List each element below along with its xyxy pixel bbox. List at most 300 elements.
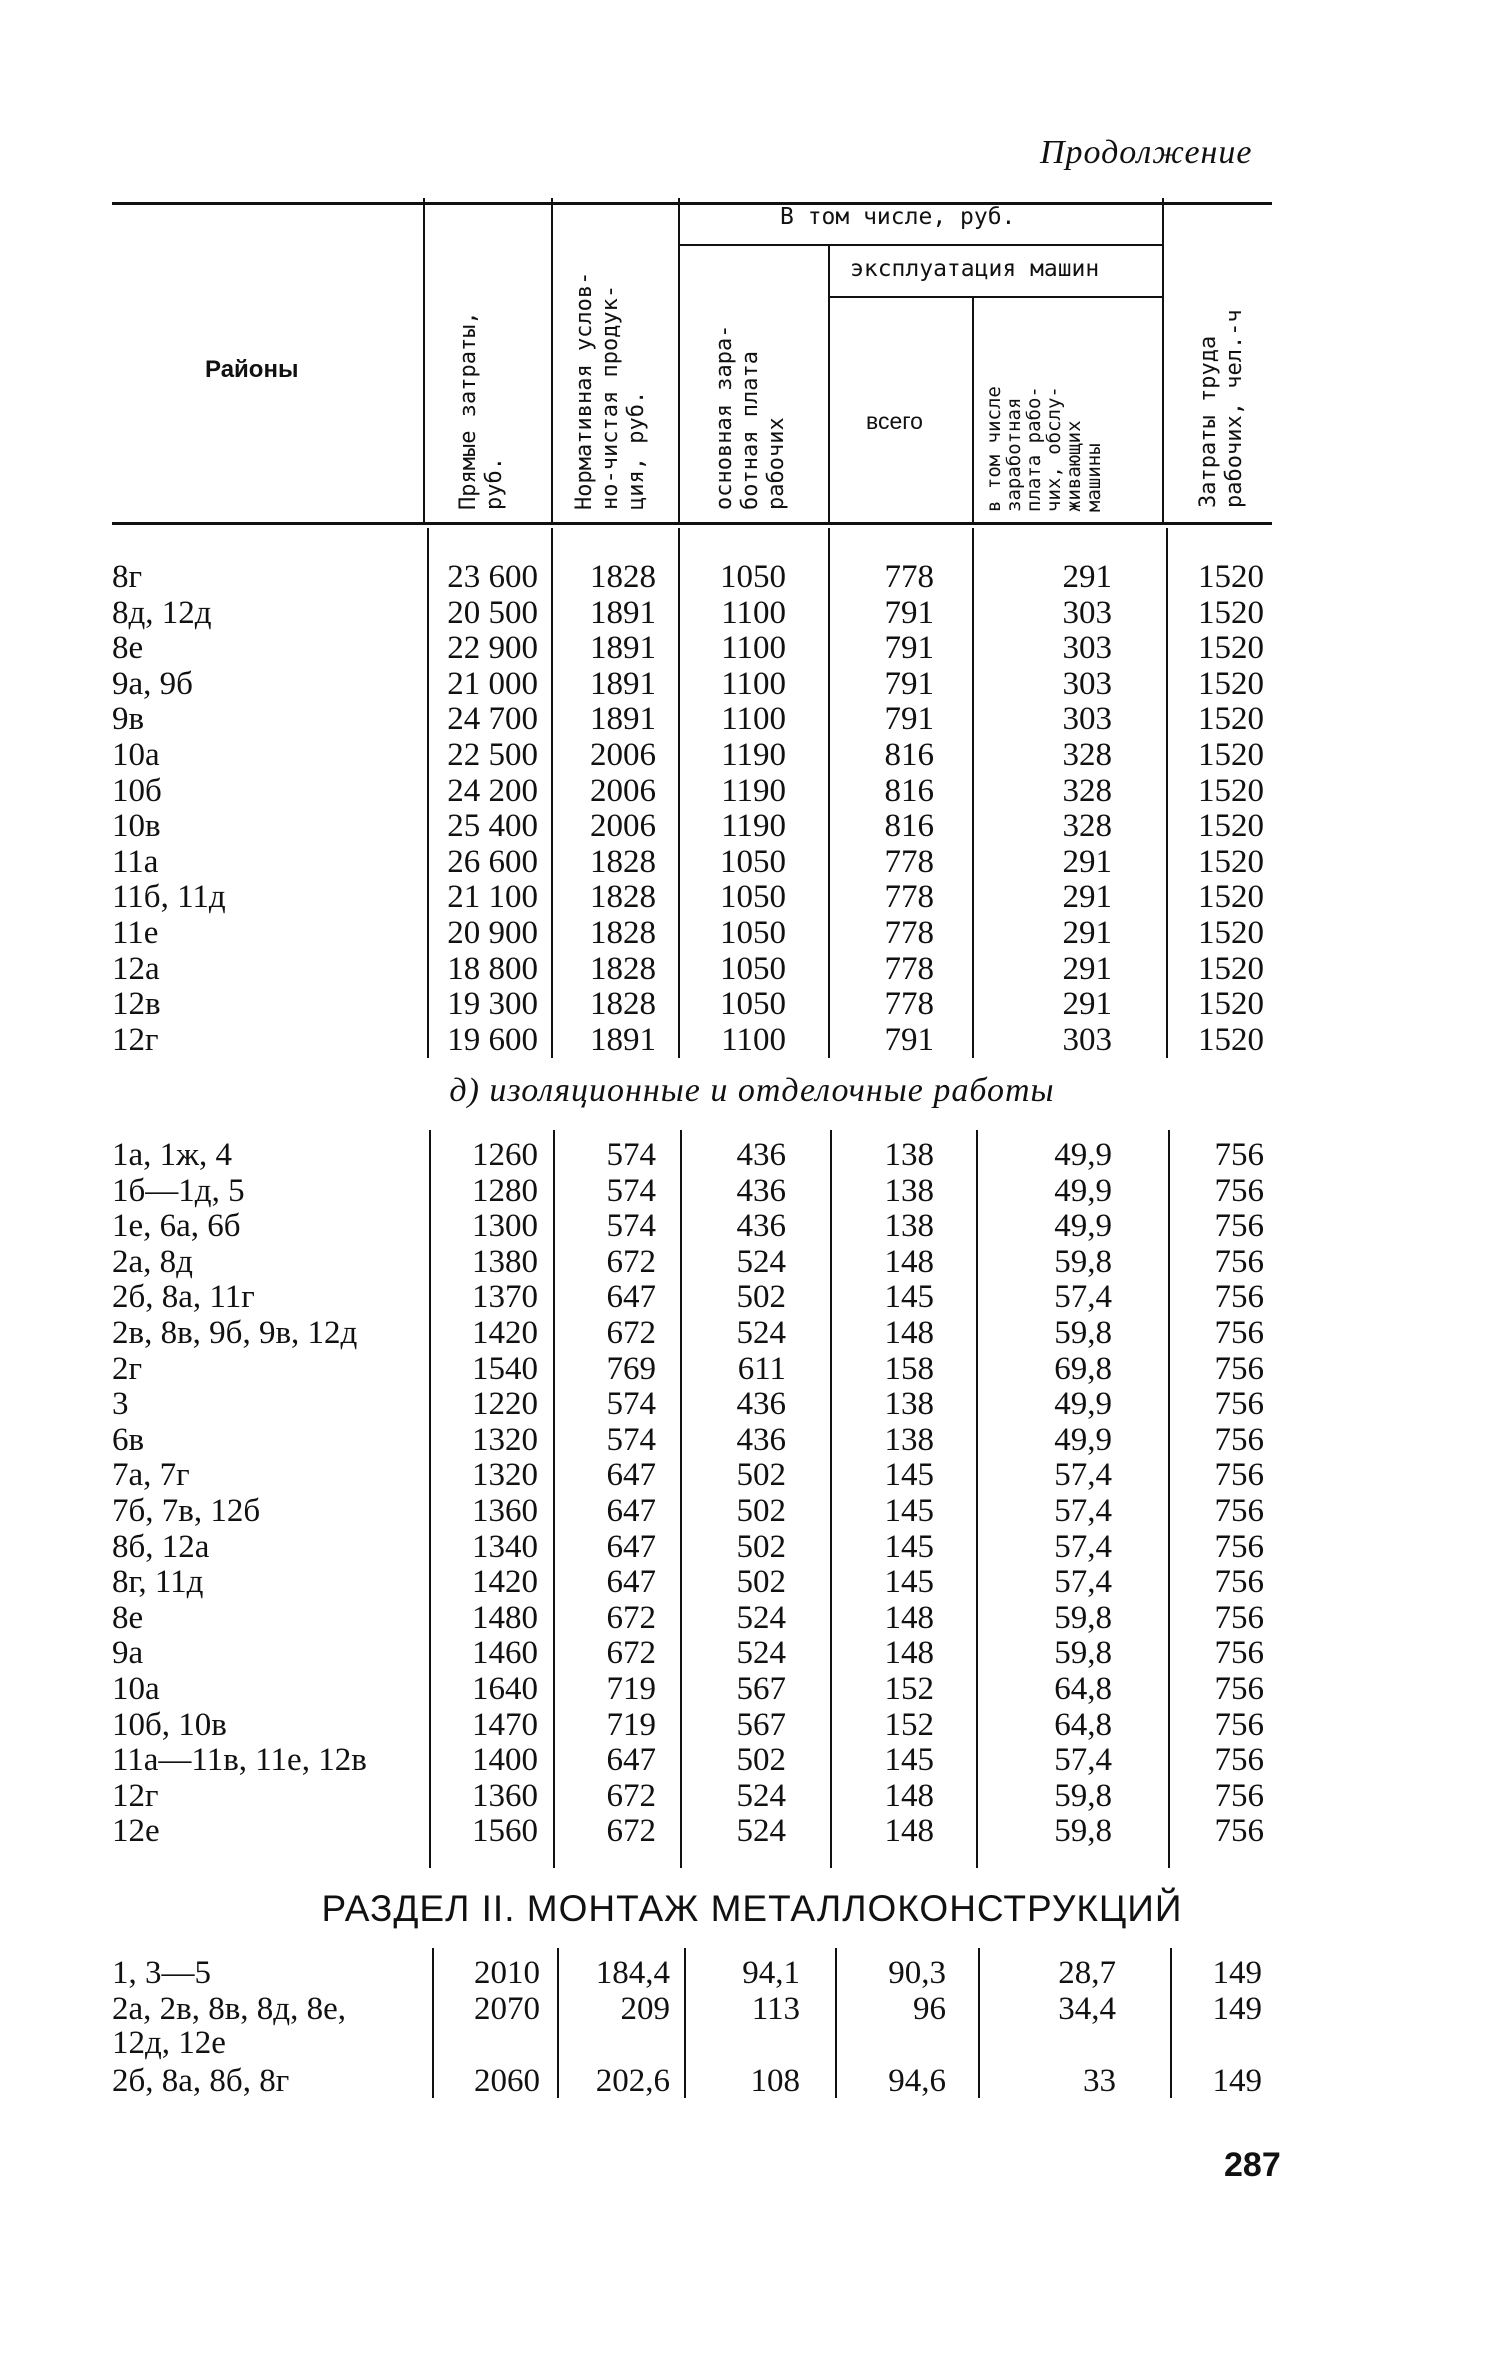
- region-cell: 2а, 2в, 8в, 8д, 8е,: [112, 1991, 346, 2027]
- mwage-cell: 57,4: [1054, 1493, 1112, 1529]
- direct-cell: 1640: [472, 1671, 538, 1707]
- total-cell: 145: [884, 1742, 934, 1779]
- direct-cell: 1420: [472, 1315, 538, 1351]
- direct-cell: 1560: [472, 1813, 538, 1850]
- labor-cell: 756: [1214, 1564, 1264, 1601]
- wage-cell: 436: [736, 1137, 786, 1173]
- norm-cell: 184,4: [595, 1955, 670, 1991]
- table-row: [0, 1743, 1504, 1779]
- region-cell: 8д, 12д: [112, 594, 212, 631]
- table-row: [0, 1494, 1504, 1530]
- norm-cell: 1891: [590, 701, 656, 738]
- mwage-cell: 57,4: [1054, 1564, 1112, 1601]
- labor-cell: 756: [1214, 1315, 1264, 1351]
- mwage-cell: 57,4: [1054, 1457, 1112, 1494]
- norm-cell: 1891: [590, 594, 656, 631]
- table-row: [0, 1565, 1504, 1601]
- wage-cell: 502: [736, 1742, 786, 1779]
- wage-cell: 524: [736, 1315, 786, 1351]
- table-row: [0, 845, 1504, 881]
- table-row: [0, 952, 1504, 988]
- wage-cell: 1100: [721, 665, 786, 702]
- norm-cell: 1891: [590, 630, 656, 667]
- header-region: Районы: [205, 356, 299, 383]
- wage-cell: 502: [736, 1564, 786, 1601]
- direct-cell: 24 700: [447, 701, 538, 738]
- wage-cell: 1050: [720, 986, 786, 1023]
- total-cell: 778: [884, 843, 934, 880]
- labor-cell: 756: [1214, 1493, 1264, 1529]
- total-cell: 90,3: [888, 1955, 946, 1991]
- mwage-cell: 328: [1062, 737, 1112, 773]
- direct-cell: 1260: [472, 1137, 538, 1173]
- direct-cell: 22 500: [447, 737, 538, 773]
- direct-cell: 1220: [472, 1386, 538, 1423]
- region-cell: 2в, 8в, 9б, 9в, 12д: [112, 1315, 358, 1351]
- region-cell-continued: 12д, 12е: [112, 2025, 226, 2061]
- norm-cell: 2006: [590, 772, 656, 809]
- total-cell: 94,6: [888, 2063, 946, 2099]
- region-cell: 9а, 9б: [112, 665, 193, 702]
- region-cell: 1, 3—5: [112, 1955, 211, 1991]
- wage-cell: 1190: [721, 737, 786, 773]
- wage-cell: 1190: [721, 772, 786, 809]
- region-cell: 10в: [112, 808, 161, 845]
- mwage-cell: 57,4: [1054, 1742, 1112, 1779]
- norm-cell: 647: [606, 1564, 656, 1601]
- wage-cell: 502: [736, 1493, 786, 1529]
- total-cell: 778: [884, 559, 934, 595]
- labor-cell: 756: [1214, 1208, 1264, 1245]
- mwage-cell: 59,8: [1054, 1635, 1112, 1672]
- wage-cell: 436: [736, 1421, 786, 1458]
- header-base-wage: основная зара- ботная плата рабочих: [712, 324, 789, 510]
- table-row: [0, 774, 1504, 810]
- table-row: [0, 631, 1504, 667]
- header-machine-operation: эксплуатация машин: [850, 256, 1100, 282]
- header-vline-4: [828, 244, 830, 524]
- labor-cell: 756: [1214, 1599, 1264, 1636]
- mwage-cell: 291: [1062, 843, 1112, 880]
- norm-cell: 574: [606, 1208, 656, 1245]
- region-cell: 1б—1д, 5: [112, 1172, 245, 1209]
- direct-cell: 1360: [472, 1777, 538, 1814]
- total-cell: 148: [884, 1243, 934, 1280]
- top-rule: [112, 202, 1272, 205]
- norm-cell: 1891: [590, 665, 656, 702]
- labor-cell: 1520: [1198, 879, 1264, 916]
- region-cell: 10а: [112, 1671, 160, 1707]
- table-row: [0, 1779, 1504, 1815]
- region-cell: 8б, 12а: [112, 1528, 210, 1565]
- total-cell: 816: [884, 772, 934, 809]
- region-cell: 2г: [112, 1350, 143, 1387]
- region-cell: 10б: [112, 772, 162, 809]
- wage-cell: 502: [736, 1528, 786, 1565]
- table-row: [0, 1708, 1504, 1744]
- labor-cell: 1520: [1198, 950, 1264, 987]
- wage-cell: 113: [751, 1991, 800, 2027]
- norm-cell: 1891: [590, 1021, 656, 1058]
- region-cell: 10б, 10в: [112, 1706, 227, 1743]
- region-cell: 6в: [112, 1421, 145, 1458]
- mwage-cell: 59,8: [1054, 1777, 1112, 1814]
- table-row: [0, 1423, 1504, 1459]
- section-d-title: д) изоляционные и отделочные работы: [449, 1072, 1055, 1109]
- wage-cell: 1050: [720, 950, 786, 987]
- mwage-cell: 303: [1062, 594, 1112, 631]
- region-cell: 3: [112, 1386, 129, 1423]
- total-cell: 148: [884, 1599, 934, 1636]
- table-row: [0, 880, 1504, 916]
- region-cell: 10а: [112, 737, 160, 773]
- labor-cell: 1520: [1198, 594, 1264, 631]
- machine-rule: [828, 296, 1162, 298]
- mwage-cell: 49,9: [1054, 1386, 1112, 1423]
- wage-cell: 1050: [720, 915, 786, 951]
- labor-cell: 1520: [1198, 843, 1264, 880]
- total-cell: 152: [884, 1671, 934, 1707]
- wage-cell: 524: [736, 1243, 786, 1280]
- norm-cell: 1828: [590, 950, 656, 987]
- region-cell: 11а: [112, 843, 159, 880]
- mwage-cell: 49,9: [1054, 1172, 1112, 1209]
- table-row: [0, 560, 1504, 596]
- wage-cell: 1100: [721, 630, 786, 667]
- labor-cell: 756: [1214, 1279, 1264, 1316]
- wage-cell: 502: [736, 1279, 786, 1316]
- direct-cell: 1360: [472, 1493, 538, 1529]
- table-row: [0, 1956, 1504, 1992]
- mwage-cell: 69,8: [1054, 1350, 1112, 1387]
- direct-cell: 22 900: [447, 630, 538, 667]
- header-machine-wage: в том числе заработная плата рабо- чих, обслу- живающих машины: [983, 386, 1105, 512]
- direct-cell: 1400: [472, 1742, 538, 1779]
- wage-cell: 1100: [721, 701, 786, 738]
- table-row: [0, 1209, 1504, 1245]
- total-cell: 791: [884, 1021, 934, 1058]
- labor-cell: 1520: [1198, 701, 1264, 738]
- mwage-cell: 303: [1062, 701, 1112, 738]
- norm-cell: 672: [606, 1813, 656, 1850]
- labor-cell: 756: [1214, 1706, 1264, 1743]
- mwage-cell: 59,8: [1054, 1599, 1112, 1636]
- table-row: [0, 1138, 1504, 1174]
- wage-cell: 524: [736, 1813, 786, 1850]
- direct-cell: 1320: [472, 1421, 538, 1458]
- norm-cell: 574: [606, 1137, 656, 1173]
- direct-cell: 21 000: [447, 665, 538, 702]
- labor-cell: 756: [1214, 1777, 1264, 1814]
- norm-cell: 574: [606, 1172, 656, 1209]
- labor-cell: 1520: [1198, 772, 1264, 809]
- direct-cell: 1370: [472, 1279, 538, 1316]
- total-cell: 816: [884, 808, 934, 845]
- direct-cell: 26 600: [447, 843, 538, 880]
- table-row: [0, 1636, 1504, 1672]
- region-cell: 1е, 6а, 6б: [112, 1208, 241, 1245]
- labor-cell: 756: [1214, 1528, 1264, 1565]
- total-cell: 138: [884, 1172, 934, 1209]
- mwage-cell: 57,4: [1054, 1528, 1112, 1565]
- labor-cell: 1520: [1198, 1021, 1264, 1058]
- direct-cell: 19 300: [447, 986, 538, 1023]
- wage-cell: 611: [737, 1350, 786, 1387]
- direct-cell: 1470: [472, 1706, 538, 1743]
- norm-cell: 672: [606, 1777, 656, 1814]
- table-row: [0, 596, 1504, 632]
- region-cell: 8е: [112, 1599, 144, 1636]
- region-cell: 12а: [112, 950, 160, 987]
- total-cell: 816: [884, 737, 934, 773]
- table-row: [0, 987, 1504, 1023]
- direct-cell: 1540: [472, 1350, 538, 1387]
- labor-cell: 756: [1214, 1172, 1264, 1209]
- table-row: [0, 1991, 1504, 2061]
- wage-cell: 524: [736, 1599, 786, 1636]
- wage-cell: 436: [736, 1386, 786, 1423]
- direct-cell: 19 600: [447, 1021, 538, 1058]
- total-cell: 138: [884, 1208, 934, 1245]
- total-cell: 145: [884, 1457, 934, 1494]
- total-cell: 138: [884, 1386, 934, 1423]
- norm-cell: 2006: [590, 737, 656, 773]
- wage-cell: 524: [736, 1777, 786, 1814]
- direct-cell: 2060: [474, 2063, 540, 2099]
- table-row: [0, 1672, 1504, 1708]
- labor-cell: 1520: [1198, 808, 1264, 845]
- mwage-cell: 49,9: [1054, 1421, 1112, 1458]
- total-cell: 145: [884, 1564, 934, 1601]
- table-row: [0, 1458, 1504, 1494]
- direct-cell: 1320: [472, 1457, 538, 1494]
- total-cell: 148: [884, 1813, 934, 1850]
- wage-cell: 567: [736, 1706, 786, 1743]
- labor-cell: 756: [1214, 1635, 1264, 1672]
- direct-cell: 1420: [472, 1564, 538, 1601]
- total-cell: 778: [884, 879, 934, 916]
- mwage-cell: 291: [1062, 915, 1112, 951]
- header-vline-6: [1162, 198, 1164, 524]
- region-cell: 12г: [112, 1021, 159, 1058]
- direct-cell: 21 100: [447, 879, 538, 916]
- norm-cell: 647: [606, 1528, 656, 1565]
- total-cell: 778: [884, 986, 934, 1023]
- direct-cell: 1460: [472, 1635, 538, 1672]
- section-2-title: РАЗДЕЛ II. МОНТАЖ МЕТАЛЛОКОНСТРУКЦИЙ: [321, 1888, 1183, 1929]
- norm-cell: 2006: [590, 808, 656, 845]
- region-cell: 11а—11в, 11е, 12в: [112, 1742, 367, 1779]
- direct-cell: 20 500: [447, 594, 538, 631]
- mwage-cell: 328: [1062, 808, 1112, 845]
- region-cell: 12е: [112, 1813, 160, 1850]
- including-rule: [678, 244, 1162, 246]
- direct-cell: 1280: [472, 1172, 538, 1209]
- labor-cell: 756: [1214, 1421, 1264, 1458]
- direct-cell: 1340: [472, 1528, 538, 1565]
- total-cell: 152: [884, 1706, 934, 1743]
- norm-cell: 574: [606, 1386, 656, 1423]
- mwage-cell: 64,8: [1054, 1671, 1112, 1707]
- norm-cell: 647: [606, 1742, 656, 1779]
- mwage-cell: 28,7: [1058, 1955, 1116, 1991]
- header-direct-costs: Прямые затраты, руб.: [456, 311, 507, 510]
- total-cell: 791: [884, 665, 934, 702]
- labor-cell: 1520: [1198, 986, 1264, 1023]
- region-cell: 9в: [112, 701, 145, 738]
- norm-cell: 769: [606, 1350, 656, 1387]
- total-cell: 145: [884, 1528, 934, 1565]
- wage-cell: 1100: [721, 1021, 786, 1058]
- header-labor: Затраты труда рабочих, чел.-ч: [1196, 309, 1247, 508]
- direct-cell: 2010: [474, 1955, 540, 1991]
- wage-cell: 94,1: [742, 1955, 800, 1991]
- wage-cell: 1100: [721, 594, 786, 631]
- mwage-cell: 59,8: [1054, 1813, 1112, 1850]
- wage-cell: 436: [736, 1172, 786, 1209]
- header-vline-5: [972, 296, 974, 524]
- page-number: 287: [1224, 2146, 1281, 2184]
- norm-cell: 719: [606, 1671, 656, 1707]
- total-cell: 145: [884, 1279, 934, 1316]
- wage-cell: 436: [736, 1208, 786, 1245]
- direct-cell: 20 900: [447, 915, 538, 951]
- total-cell: 148: [884, 1635, 934, 1672]
- norm-cell: 647: [606, 1457, 656, 1494]
- direct-cell: 24 200: [447, 772, 538, 809]
- table-row: [0, 1601, 1504, 1637]
- total-cell: 791: [884, 701, 934, 738]
- table-row: [0, 1387, 1504, 1423]
- header-vline-2: [551, 198, 553, 524]
- total-cell: 778: [884, 915, 934, 951]
- region-cell: 7а, 7г: [112, 1457, 190, 1494]
- table-row: [0, 738, 1504, 774]
- mwage-cell: 303: [1062, 665, 1112, 702]
- header-vline-1: [423, 198, 425, 524]
- region-cell: 8г: [112, 559, 143, 595]
- norm-cell: 719: [606, 1706, 656, 1743]
- norm-cell: 1828: [590, 915, 656, 951]
- mwage-cell: 328: [1062, 772, 1112, 809]
- wage-cell: 502: [736, 1457, 786, 1494]
- mwage-cell: 33: [1083, 2063, 1116, 2099]
- region-cell: 2б, 8а, 8б, 8г: [112, 2063, 290, 2099]
- mwage-cell: 291: [1062, 986, 1112, 1023]
- region-cell: 11е: [112, 915, 159, 951]
- labor-cell: 756: [1214, 1243, 1264, 1280]
- total-cell: 158: [884, 1350, 934, 1387]
- table-row: [0, 1280, 1504, 1316]
- table-row: [0, 1316, 1504, 1352]
- norm-cell: 202,6: [595, 2063, 670, 2099]
- table-row: [0, 809, 1504, 845]
- region-cell: 12в: [112, 986, 161, 1023]
- norm-cell: 574: [606, 1421, 656, 1458]
- table-row: [0, 1352, 1504, 1388]
- wage-cell: 1050: [720, 843, 786, 880]
- region-cell: 9а: [112, 1635, 144, 1672]
- total-cell: 791: [884, 594, 934, 631]
- norm-cell: 647: [606, 1493, 656, 1529]
- labor-cell: 756: [1214, 1386, 1264, 1423]
- total-cell: 96: [913, 1991, 946, 2027]
- region-cell: 2а, 8д: [112, 1243, 193, 1280]
- mwage-cell: 57,4: [1054, 1279, 1112, 1316]
- labor-cell: 1520: [1198, 915, 1264, 951]
- table-row: [0, 1023, 1504, 1059]
- header-including: В том числе, руб.: [780, 204, 1016, 230]
- region-cell: 12г: [112, 1777, 159, 1814]
- table-row: [0, 1814, 1504, 1850]
- total-cell: 148: [884, 1777, 934, 1814]
- norm-cell: 672: [606, 1243, 656, 1280]
- labor-cell: 756: [1214, 1350, 1264, 1387]
- total-cell: 138: [884, 1137, 934, 1173]
- labor-cell: 1520: [1198, 737, 1264, 773]
- mwage-cell: 303: [1062, 630, 1112, 667]
- total-cell: 138: [884, 1421, 934, 1458]
- wage-cell: 108: [750, 2063, 800, 2099]
- total-cell: 148: [884, 1315, 934, 1351]
- mwage-cell: 49,9: [1054, 1137, 1112, 1173]
- labor-cell: 756: [1214, 1671, 1264, 1707]
- table-row: [0, 702, 1504, 738]
- mwage-cell: 291: [1062, 950, 1112, 987]
- labor-cell: 149: [1212, 1991, 1262, 2027]
- header-norm-product: Нормативная услов- но-чистая продук- ция, руб.: [572, 271, 649, 510]
- labor-cell: 149: [1212, 2063, 1262, 2099]
- mwage-cell: 303: [1062, 1021, 1112, 1058]
- norm-cell: 1828: [590, 559, 656, 595]
- total-cell: 145: [884, 1493, 934, 1529]
- region-cell: 8г, 11д: [112, 1564, 204, 1601]
- labor-cell: 756: [1214, 1457, 1264, 1494]
- table-row: [0, 1245, 1504, 1281]
- wage-cell: 1190: [721, 808, 786, 845]
- mwage-cell: 34,4: [1058, 1991, 1116, 2027]
- mwage-cell: 59,8: [1054, 1243, 1112, 1280]
- norm-cell: 672: [606, 1599, 656, 1636]
- norm-cell: 672: [606, 1315, 656, 1351]
- table-row: [0, 667, 1504, 703]
- header-total: всего: [866, 408, 923, 434]
- region-cell: 7б, 7в, 12б: [112, 1493, 261, 1529]
- direct-cell: 25 400: [447, 808, 538, 845]
- total-cell: 778: [884, 950, 934, 987]
- wage-cell: 1050: [720, 559, 786, 595]
- table-row: [0, 1530, 1504, 1566]
- header-vline-3: [678, 198, 680, 524]
- mwage-cell: 291: [1062, 879, 1112, 916]
- mwage-cell: 49,9: [1054, 1208, 1112, 1245]
- labor-cell: 756: [1214, 1813, 1264, 1850]
- header-bottom-rule: [112, 522, 1272, 525]
- direct-cell: 1480: [472, 1599, 538, 1636]
- region-cell: 11б, 11д: [112, 879, 226, 916]
- norm-cell: 209: [620, 1991, 670, 2027]
- direct-cell: 18 800: [447, 950, 538, 987]
- norm-cell: 647: [606, 1279, 656, 1316]
- direct-cell: 2070: [474, 1991, 540, 2027]
- direct-cell: 1380: [472, 1243, 538, 1280]
- labor-cell: 1520: [1198, 559, 1264, 595]
- table-row: [0, 916, 1504, 952]
- norm-cell: 1828: [590, 986, 656, 1023]
- wage-cell: 1050: [720, 879, 786, 916]
- wage-cell: 524: [736, 1635, 786, 1672]
- table-row: [0, 2064, 1504, 2100]
